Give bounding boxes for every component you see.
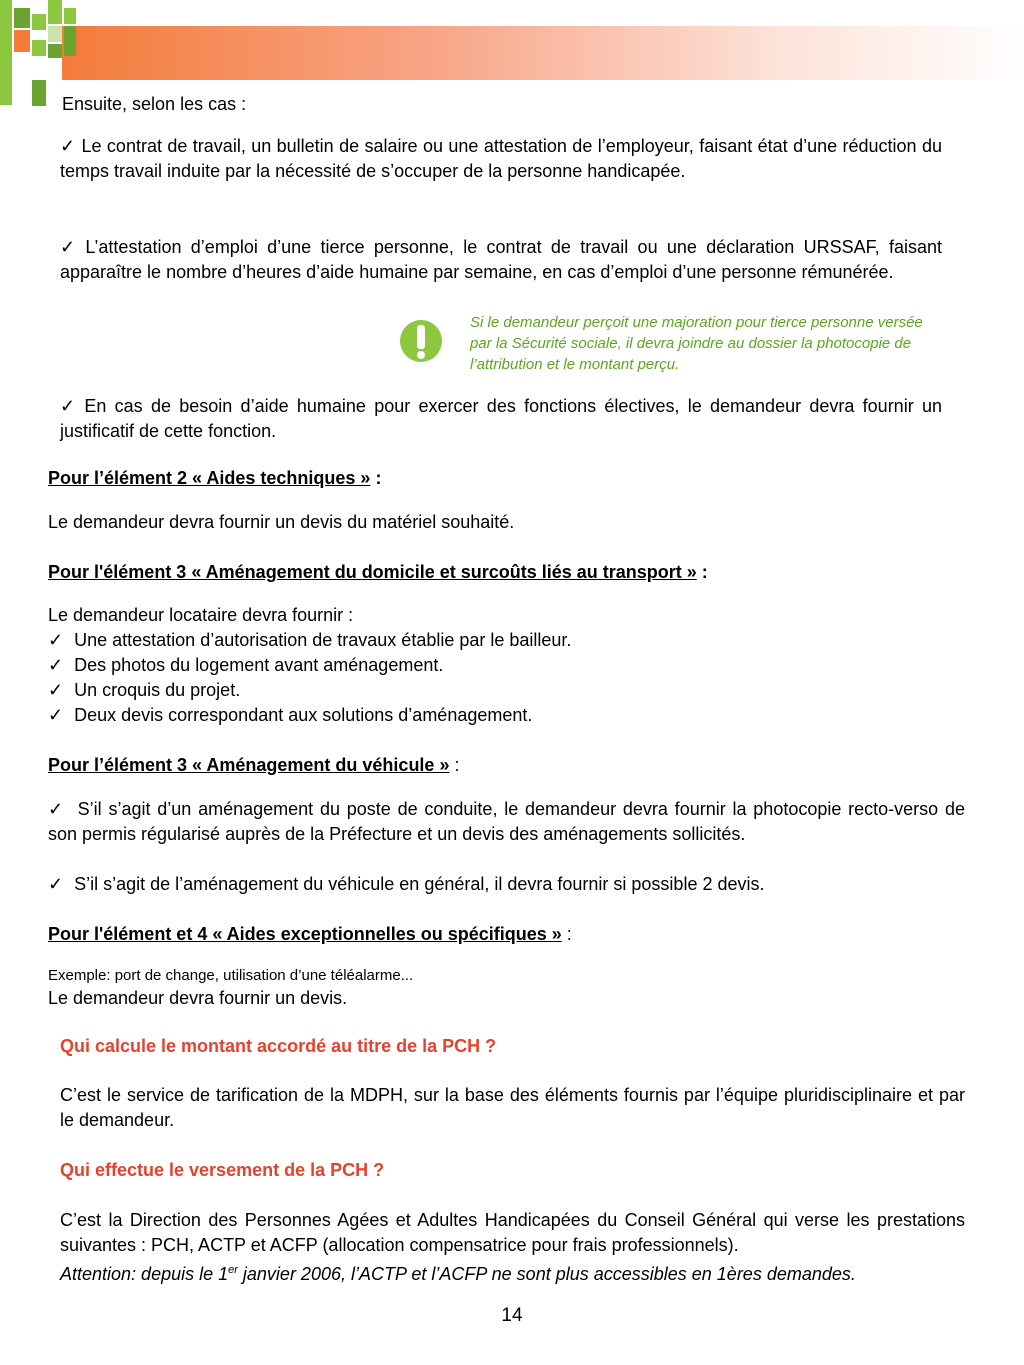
section4-text: Le demandeur devra fournir un devis.: [48, 988, 348, 1008]
checkmark-icon: ✓: [60, 136, 76, 156]
list-item-text: Des photos du logement avant aménagement.: [74, 655, 444, 675]
case-item-1: [60, 134, 942, 184]
section3-intro-text: Le demandeur locataire devra fournir :: [48, 605, 354, 625]
list-item: [48, 653, 968, 678]
section-heading-amenagement-domicile: [48, 560, 968, 585]
checkmark-icon: ✓: [48, 630, 64, 650]
note-text: Si le demandeur perçoit une majoration pour tierce personne versée par la Sécurité sociale, il devra joindre au dossier la photocopie de l’attribution et le montant perçu.: [470, 314, 923, 373]
heading-label: Pour l'élément 3 « Aménagement du domicile et surcoûts liés au transport »: [48, 562, 697, 582]
list-item-text: Une attestation d’autorisation de travaux établie par le bailleur.: [74, 630, 572, 650]
section3-intro: [48, 603, 968, 728]
section3-list: [48, 628, 968, 728]
case-text: L’attestation d’emploi d’une tierce personne, le contrat de travail ou une déclaration URSSAF, faisant apparaître le nombre d’heures d’aide humaine par semaine, en cas d’emploi d’une personne rémunérée.: [60, 237, 942, 282]
checkmark-icon: ✓: [48, 799, 65, 819]
list-item-text: S’il s’agit de l’aménagement du véhicule en général, il devra fournir si possible 2 devis.: [74, 874, 765, 894]
heading-suffix: :: [449, 755, 460, 775]
page-number: 14: [501, 1305, 523, 1326]
heading-suffix: :: [370, 468, 382, 488]
attention-superscript: er: [228, 1264, 238, 1276]
section-heading-aides-exceptionnelles: [48, 922, 968, 947]
case-item-3: [60, 394, 942, 444]
section2-text: Le demandeur devra fournir un devis du matériel souhaité.: [48, 512, 515, 532]
case-item-2: [60, 235, 942, 285]
faq-answer-versement: C’est la Direction des Personnes Agées et Adultes Handicapées du Conseil Général qui verse les prestations suivantes : PCH, ACTP et ACFP (allocation compensatrice pour frais professionnels).: [60, 1210, 965, 1255]
heading-label: Pour l’élément 2 « Aides techniques »: [48, 468, 371, 488]
heading-label: Pour l’élément 3 « Aménagement du véhicule »: [48, 755, 450, 775]
section-heading-amenagement-vehicule: [48, 753, 968, 778]
checkmark-icon: ✓: [60, 396, 79, 416]
checkmark-icon: ✓: [48, 705, 64, 725]
heading-suffix: :: [561, 924, 572, 944]
checkmark-icon: ✓: [48, 680, 64, 700]
list-item: [48, 678, 968, 703]
list-item-text: Un croquis du projet.: [74, 680, 241, 700]
case-text: Le contrat de travail, un bulletin de salaire ou une attestation de l’employeur, faisant état d’une réduction du temps travail induite par la nécessité de s’occuper de la personne handicapée.: [60, 136, 942, 181]
list-item-text: Deux devis correspondant aux solutions d’aménagement.: [74, 705, 533, 725]
header-banner: [62, 26, 1024, 80]
section3b-item-1: [48, 797, 965, 847]
section-heading-aides-techniques: [48, 466, 968, 491]
intro-text: Ensuite, selon les cas :: [62, 94, 247, 114]
faq-question-montant: Qui calcule le montant accordé au titre de la PCH ?: [60, 1036, 497, 1056]
checkmark-icon: ✓: [48, 874, 64, 894]
attention-text-end: janvier 2006, l’ACTP et l’ACFP ne sont plus accessibles en 1ères demandes.: [237, 1264, 856, 1284]
exclamation-icon: [399, 318, 443, 364]
list-item-text: S’il s’agit d’un aménagement du poste de conduite, le demandeur devra fournir la photocopie recto-verso de son permis régularisé auprès de la Préfecture et un devis des aménagements sollicités.: [48, 799, 965, 844]
heading-label: Pour l'élément et 4 « Aides exceptionnelles ou spécifiques »: [48, 924, 562, 944]
section4-example: Exemple: port de change, utilisation d’une téléalarme...: [48, 967, 414, 984]
checkmark-icon: ✓: [48, 655, 64, 675]
faq-question-versement: Qui effectue le versement de la PCH ?: [60, 1160, 385, 1180]
checkmark-icon: ✓: [60, 237, 80, 257]
case-text: En cas de besoin d’aide humaine pour exercer des fonctions électives, le demandeur devra fournir un justificatif de cette fonction.: [60, 396, 942, 441]
list-item: [48, 703, 968, 728]
section3b-item-2: [48, 872, 965, 897]
attention-note: [60, 1258, 965, 1287]
faq-answer-montant: C’est le service de tarification de la MDPH, sur la base des éléments fournis par l’équipe pluridisciplinaire et par le demandeur.: [60, 1085, 965, 1130]
list-item: [48, 628, 968, 653]
attention-text: Attention: depuis le 1: [60, 1264, 229, 1284]
heading-suffix: :: [696, 562, 708, 582]
